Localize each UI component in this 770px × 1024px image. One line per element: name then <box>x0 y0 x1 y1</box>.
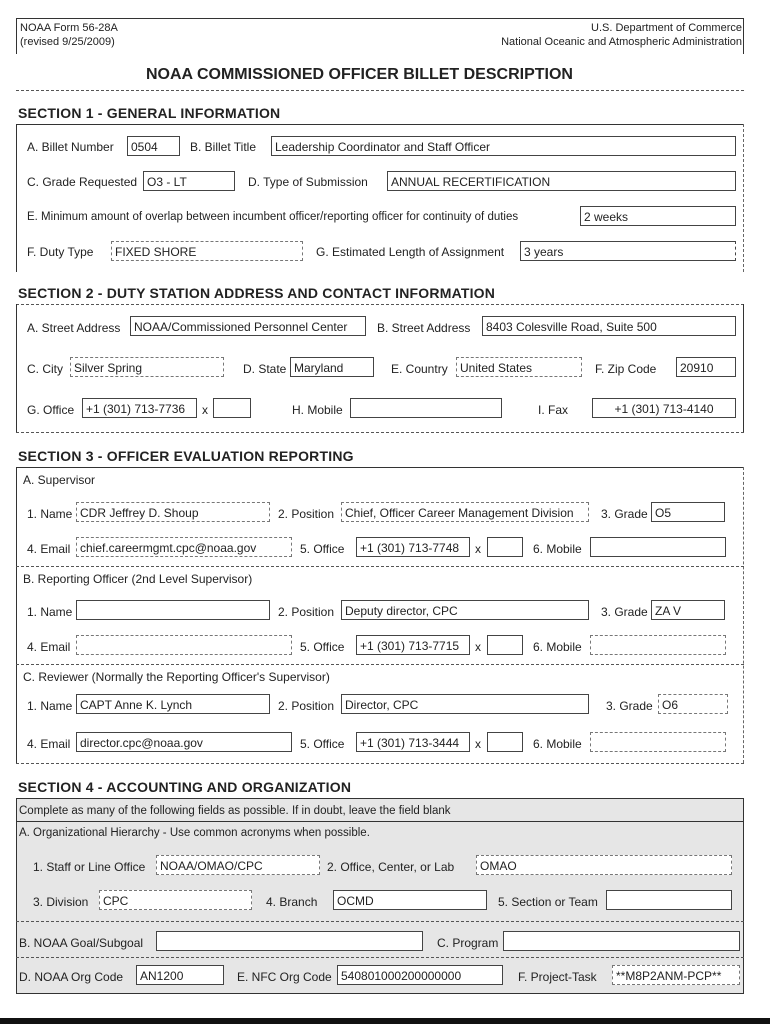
country-label: E. Country <box>391 362 448 376</box>
division-field[interactable]: CPC <box>99 890 252 910</box>
agency: National Oceanic and Atmospheric Administration <box>501 36 742 48</box>
assignment-length-field[interactable]: 3 years <box>520 241 736 261</box>
reporting-email-field[interactable] <box>76 635 292 655</box>
reviewer-ext-label: x <box>475 737 481 751</box>
reviewer-grade-label: 3. Grade <box>606 699 653 713</box>
staff-office-field[interactable]: NOAA/OMAO/CPC <box>156 855 320 875</box>
supervisor-ext-label: x <box>475 542 481 556</box>
country-field[interactable]: United States <box>456 357 582 377</box>
supervisor-grade-label: 3. Grade <box>601 507 648 521</box>
project-task-label: F. Project-Task <box>518 970 597 984</box>
reviewer-mobile-field[interactable] <box>590 732 726 752</box>
state-field[interactable]: Maryland <box>290 357 374 377</box>
duty-type-label: F. Duty Type <box>27 245 94 259</box>
reviewer-office-field[interactable]: +1 (301) 713-3444 <box>356 732 470 752</box>
form-number: NOAA Form 56-28A <box>20 22 118 34</box>
city-field[interactable]: Silver Spring <box>70 357 224 377</box>
office-phone-field[interactable]: +1 (301) 713-7736 <box>82 398 197 418</box>
org-code-field[interactable]: AN1200 <box>136 965 224 985</box>
duty-type-field[interactable]: FIXED SHORE <box>111 241 303 261</box>
supervisor-email-label: 4. Email <box>27 542 71 556</box>
reviewer-grade-field[interactable]: O6 <box>658 694 728 714</box>
reporting-grade-label: 3. Grade <box>601 605 648 619</box>
reporting-position-label: 2. Position <box>278 605 335 619</box>
section4-heading: SECTION 4 - ACCOUNTING AND ORGANIZATION <box>18 779 352 795</box>
supervisor-grade-field[interactable]: O5 <box>651 502 725 522</box>
zip-label: F. Zip Code <box>595 362 657 376</box>
supervisor-label: A. Supervisor <box>23 473 96 487</box>
supervisor-name-label: 1. Name <box>27 507 73 521</box>
reviewer-name-field[interactable]: CAPT Anne K. Lynch <box>76 694 270 714</box>
billet-number-field[interactable]: 0504 <box>127 136 180 156</box>
reviewer-ext-field[interactable] <box>487 732 523 752</box>
supervisor-position-field[interactable]: Chief, Officer Career Management Division <box>341 502 589 522</box>
supervisor-ext-field[interactable] <box>487 537 523 557</box>
section2-heading: SECTION 2 - DUTY STATION ADDRESS AND CONTACT INFORMATION <box>18 285 496 301</box>
submission-type-label: D. Type of Submission <box>248 175 368 189</box>
billet-title-field[interactable]: Leadership Coordinator and Staff Officer <box>271 136 736 156</box>
reviewer-name-label: 1. Name <box>27 699 73 713</box>
section3-heading: SECTION 3 - OFFICER EVALUATION REPORTING <box>18 448 354 464</box>
reviewer-office-label: 5. Office <box>300 737 345 751</box>
reviewer-label: C. Reviewer (Normally the Reporting Officer's Supervisor) <box>23 670 330 684</box>
form-revised: (revised 9/25/2009) <box>20 36 115 48</box>
state-label: D. State <box>243 362 287 376</box>
department: U.S. Department of Commerce <box>591 22 742 34</box>
section4-instructions: Complete as many of the following fields as possible. If in doubt, leave the field blank <box>19 805 451 817</box>
supervisor-office-field[interactable]: +1 (301) 713-7748 <box>356 537 470 557</box>
office-phone-label: G. Office <box>27 403 75 417</box>
reviewer-email-field[interactable]: director.cpc@noaa.gov <box>76 732 292 752</box>
street-b-label: B. Street Address <box>377 321 471 335</box>
reviewer-position-field[interactable]: Director, CPC <box>341 694 589 714</box>
org-code-label: D. NOAA Org Code <box>19 970 124 984</box>
mobile-label: H. Mobile <box>292 403 343 417</box>
program-label: C. Program <box>437 936 499 950</box>
reporting-office-field[interactable]: +1 (301) 713-7715 <box>356 635 470 655</box>
reviewer-email-label: 4. Email <box>27 737 71 751</box>
reporting-ext-label: x <box>475 640 481 654</box>
goal-label: B. NOAA Goal/Subgoal <box>19 936 144 950</box>
section-team-field[interactable] <box>606 890 732 910</box>
office-center-field[interactable]: OMAO <box>476 855 732 875</box>
nfc-code-field[interactable]: 540801000200000000 <box>337 965 503 985</box>
assignment-length-label: G. Estimated Length of Assignment <box>316 245 505 259</box>
street-b-field[interactable]: 8403 Colesville Road, Suite 500 <box>482 316 736 336</box>
reporting-grade-field[interactable]: ZA V <box>651 600 725 620</box>
city-label: C. City <box>27 362 63 376</box>
overlap-label: E. Minimum amount of overlap between incumbent officer/reporting officer for continuity of duties <box>27 211 519 223</box>
grade-requested-field[interactable]: O3 - LT <box>143 171 235 191</box>
fax-label: I. Fax <box>538 403 569 417</box>
section1-heading: SECTION 1 - GENERAL INFORMATION <box>18 105 281 121</box>
project-task-field[interactable]: **M8P2ANM-PCP** <box>612 965 740 985</box>
reporting-ext-field[interactable] <box>487 635 523 655</box>
reporting-mobile-label: 6. Mobile <box>533 640 582 654</box>
supervisor-office-label: 5. Office <box>300 542 345 556</box>
submission-type-field[interactable]: ANNUAL RECERTIFICATION <box>387 171 736 191</box>
office-ext-field[interactable] <box>213 398 251 418</box>
supervisor-name-field[interactable]: CDR Jeffrey D. Shoup <box>76 502 270 522</box>
street-a-label: A. Street Address <box>27 321 121 335</box>
program-field[interactable] <box>503 931 740 951</box>
page-bottom-bar <box>0 1018 770 1024</box>
fax-field[interactable]: +1 (301) 713-4140 <box>592 398 736 418</box>
reporting-officer-label: B. Reporting Officer (2nd Level Supervisor) <box>23 572 253 586</box>
supervisor-mobile-field[interactable] <box>590 537 726 557</box>
staff-office-label: 1. Staff or Line Office <box>33 860 146 874</box>
reviewer-mobile-label: 6. Mobile <box>533 737 582 751</box>
office-center-label: 2. Office, Center, or Lab <box>327 860 455 874</box>
branch-label: 4. Branch <box>266 895 318 909</box>
reporting-email-label: 4. Email <box>27 640 71 654</box>
section-team-label: 5. Section or Team <box>498 895 598 909</box>
street-a-field[interactable]: NOAA/Commissioned Personnel Center <box>130 316 366 336</box>
supervisor-email-field[interactable]: chief.careermgmt.cpc@noaa.gov <box>76 537 292 557</box>
billet-title-label: B. Billet Title <box>190 140 257 154</box>
supervisor-position-label: 2. Position <box>278 507 335 521</box>
reviewer-position-label: 2. Position <box>278 699 335 713</box>
reporting-name-field[interactable] <box>76 600 270 620</box>
division-label: 3. Division <box>33 895 89 909</box>
grade-requested-label: C. Grade Requested <box>27 175 138 189</box>
reporting-position-field[interactable]: Deputy director, CPC <box>341 600 589 620</box>
reporting-office-label: 5. Office <box>300 640 345 654</box>
mobile-field[interactable] <box>350 398 502 418</box>
goal-field[interactable] <box>156 931 423 951</box>
branch-field[interactable]: OCMD <box>333 890 487 910</box>
reporting-name-label: 1. Name <box>27 605 73 619</box>
reporting-mobile-field[interactable] <box>590 635 726 655</box>
hierarchy-label: A. Organizational Hierarchy - Use common acronyms when possible. <box>19 827 370 839</box>
form-title: NOAA COMMISSIONED OFFICER BILLET DESCRIPTION <box>146 66 573 83</box>
supervisor-mobile-label: 6. Mobile <box>533 542 582 556</box>
nfc-code-label: E. NFC Org Code <box>237 970 332 984</box>
zip-field[interactable]: 20910 <box>676 357 736 377</box>
billet-number-label: A. Billet Number <box>27 140 114 154</box>
overlap-field[interactable]: 2 weeks <box>580 206 736 226</box>
office-ext-label: x <box>202 403 208 417</box>
